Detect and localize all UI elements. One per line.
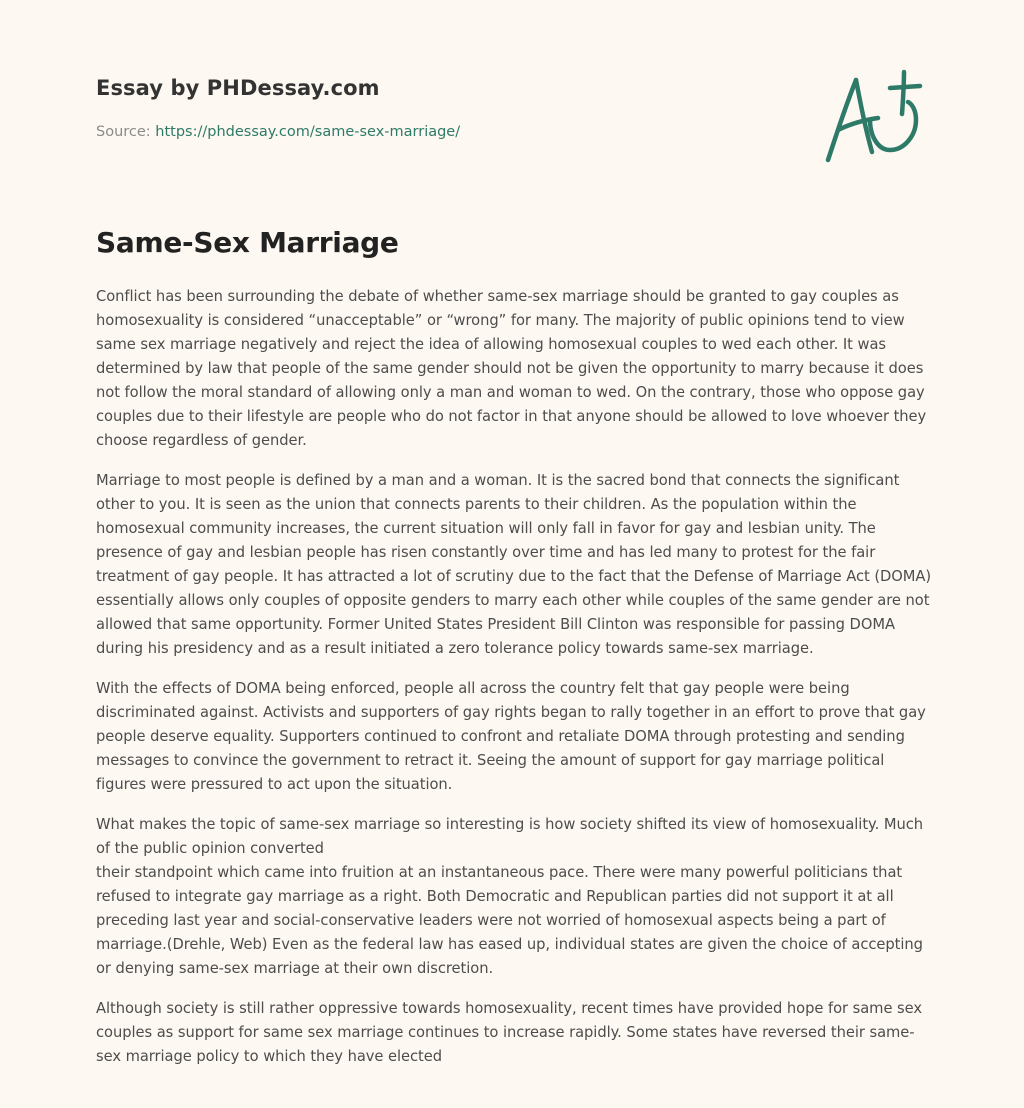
a-plus-logo-icon bbox=[820, 66, 930, 166]
source-link[interactable]: https://phdessay.com/same-sex-marriage/ bbox=[155, 124, 461, 140]
page-title: Same-Sex Marriage bbox=[96, 226, 399, 259]
essay-paragraph: What makes the topic of same-sex marriage so interesting is how society shifted its view of homosexuality. Much of the public opinion converted their standpoint which came into fruition at an instantaneous pace. There were many powerful politicians that refused to integrate gay marriage as a right. Both Democratic and Republican parties did not support it at all preceding last year and social-conservative leaders were not worried of homosexual aspects being a part of marriage.(Drehle, Web) Even as the federal law has eased up, individual states are given the choice of accepting or denying same-sex marriage at their own discretion. bbox=[96, 816, 923, 977]
essay-body bbox=[96, 285, 932, 1085]
essay-paragraph: Marriage to most people is defined by a man and a woman. It is the sacred bond that connects the significant other to you. It is seen as the union that connects parents to their children. As the population within the homosexual community increases, the current situation will only fall in favor for gay and lesbian unity. The presence of gay and lesbian people has risen constantly over time and has led many to protest for the fair treatment of gay people. It has attracted a lot of scrutiny due to the fact that the Defense of Marriage Act (DOMA) essentially allows only couples of opposite genders to marry each other while couples of the same gender are not allowed that same opportunity. Former United States President Bill Clinton was responsible for passing DOMA during his presidency and as a result initiated a zero tolerance policy towards same-sex marriage. bbox=[96, 472, 932, 657]
essay-paragraph: With the effects of DOMA being enforced, people all across the country felt that gay people were being discriminated against. Activists and supporters of gay rights began to rally together in an effort to prove that gay people deserve equality. Supporters continued to confront and retaliate DOMA through protesting and sending messages to convince the government to retract it. Seeing the amount of support for gay marriage political figures were pressured to act upon the situation. bbox=[96, 680, 926, 793]
source-line bbox=[96, 124, 460, 140]
essay-paragraph: Conflict has been surrounding the debate of whether same-sex marriage should be granted to gay couples as homosexuality is considered “unacceptable” or “wrong” for many. The majority of public opinions tend to view same sex marriage negatively and reject the idea of allowing homosexual couples to wed each other. It was determined by law that people of the same gender should not be given the opportunity to marry because it does not follow the moral standard of allowing only a man and woman to wed. On the contrary, those who oppose gay couples due to their lifestyle are people who do not factor in that anyone should be allowed to love whoever they choose regardless of gender. bbox=[96, 288, 927, 449]
source-label: Source: bbox=[96, 124, 151, 140]
essay-paragraph: Although society is still rather oppressive towards homosexuality, recent times have provided hope for same sex couples as support for same sex marriage continues to increase rapidly. Some states have reversed their same-sex marriage policy to which they have elected bbox=[96, 1000, 923, 1065]
brand-title: Essay by PHDessay.com bbox=[96, 76, 380, 100]
